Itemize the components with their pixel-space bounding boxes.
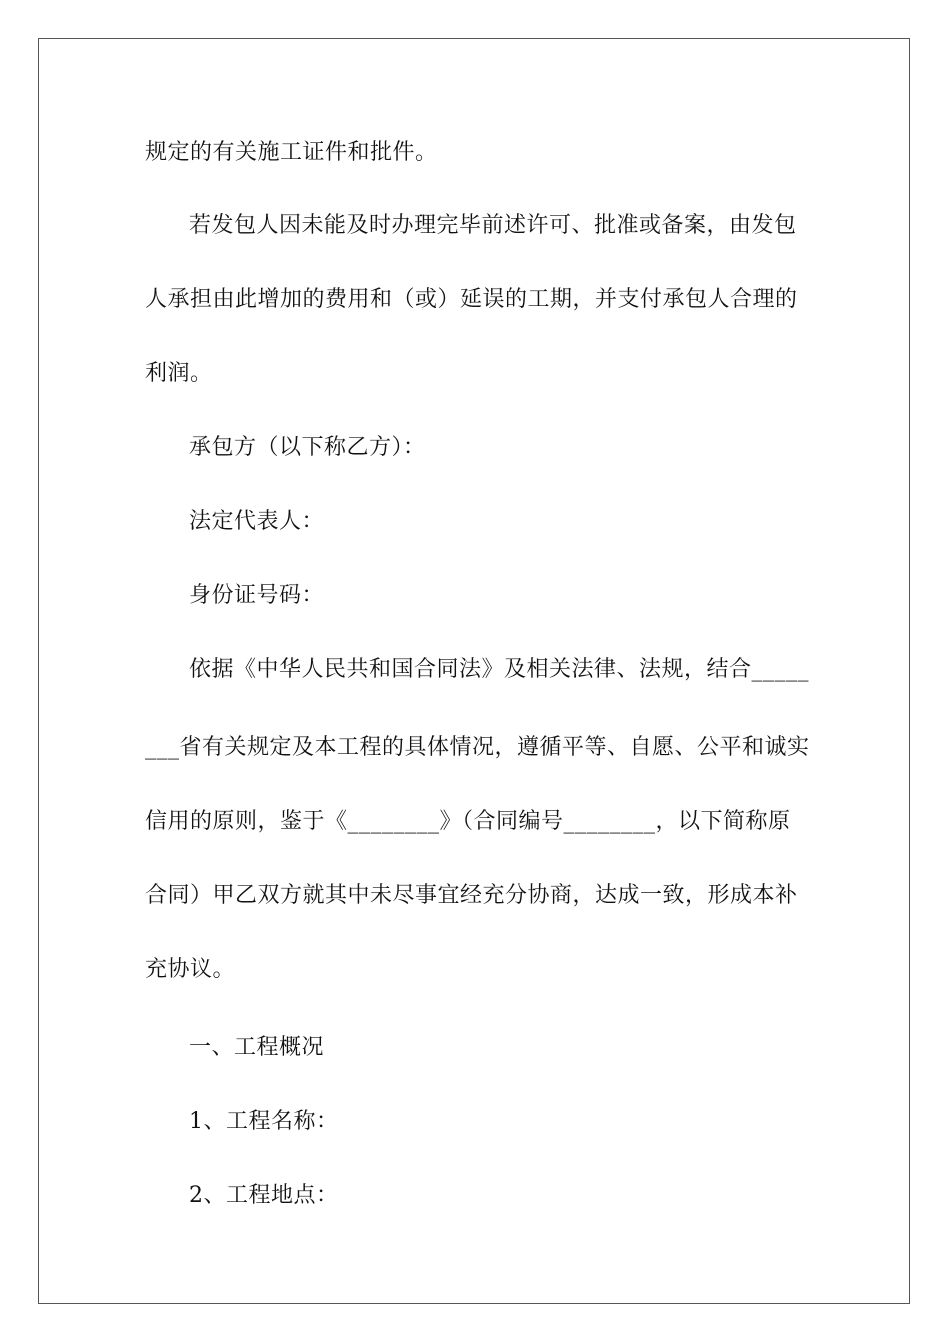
text-line: 身份证号码：	[189, 583, 325, 608]
text-line: 合同）甲乙双方就其中未尽事宜经充分协商，达成一致，形成本补	[145, 883, 798, 908]
text-line: 充协议。	[145, 957, 236, 982]
section-heading: 一、工程概况	[189, 1035, 325, 1060]
text-line: 法定代表人：	[189, 509, 325, 534]
text-line: 信用的原则，鉴于《________》（合同编号________，以下简称原	[145, 809, 791, 834]
text-line: 利润。	[145, 361, 213, 386]
text-line: 2、工程地点：	[189, 1183, 339, 1208]
text-line: 规定的有关施工证件和批件。	[145, 140, 438, 165]
text-line: 承包方（以下称乙方）：	[189, 435, 426, 460]
text-line: 人承担由此增加的费用和（或）延误的工期，并支付承包人合理的	[145, 287, 798, 312]
text-line: 依据《中华人民共和国合同法》及相关法律、法规，结合_____	[189, 657, 810, 682]
text-line: ___省有关规定及本工程的具体情况，遵循平等、自愿、公平和诚实	[145, 735, 810, 760]
text-line: 1、工程名称：	[189, 1109, 339, 1134]
text-line: 若发包人因未能及时办理完毕前述许可、批准或备案，由发包	[189, 213, 797, 238]
